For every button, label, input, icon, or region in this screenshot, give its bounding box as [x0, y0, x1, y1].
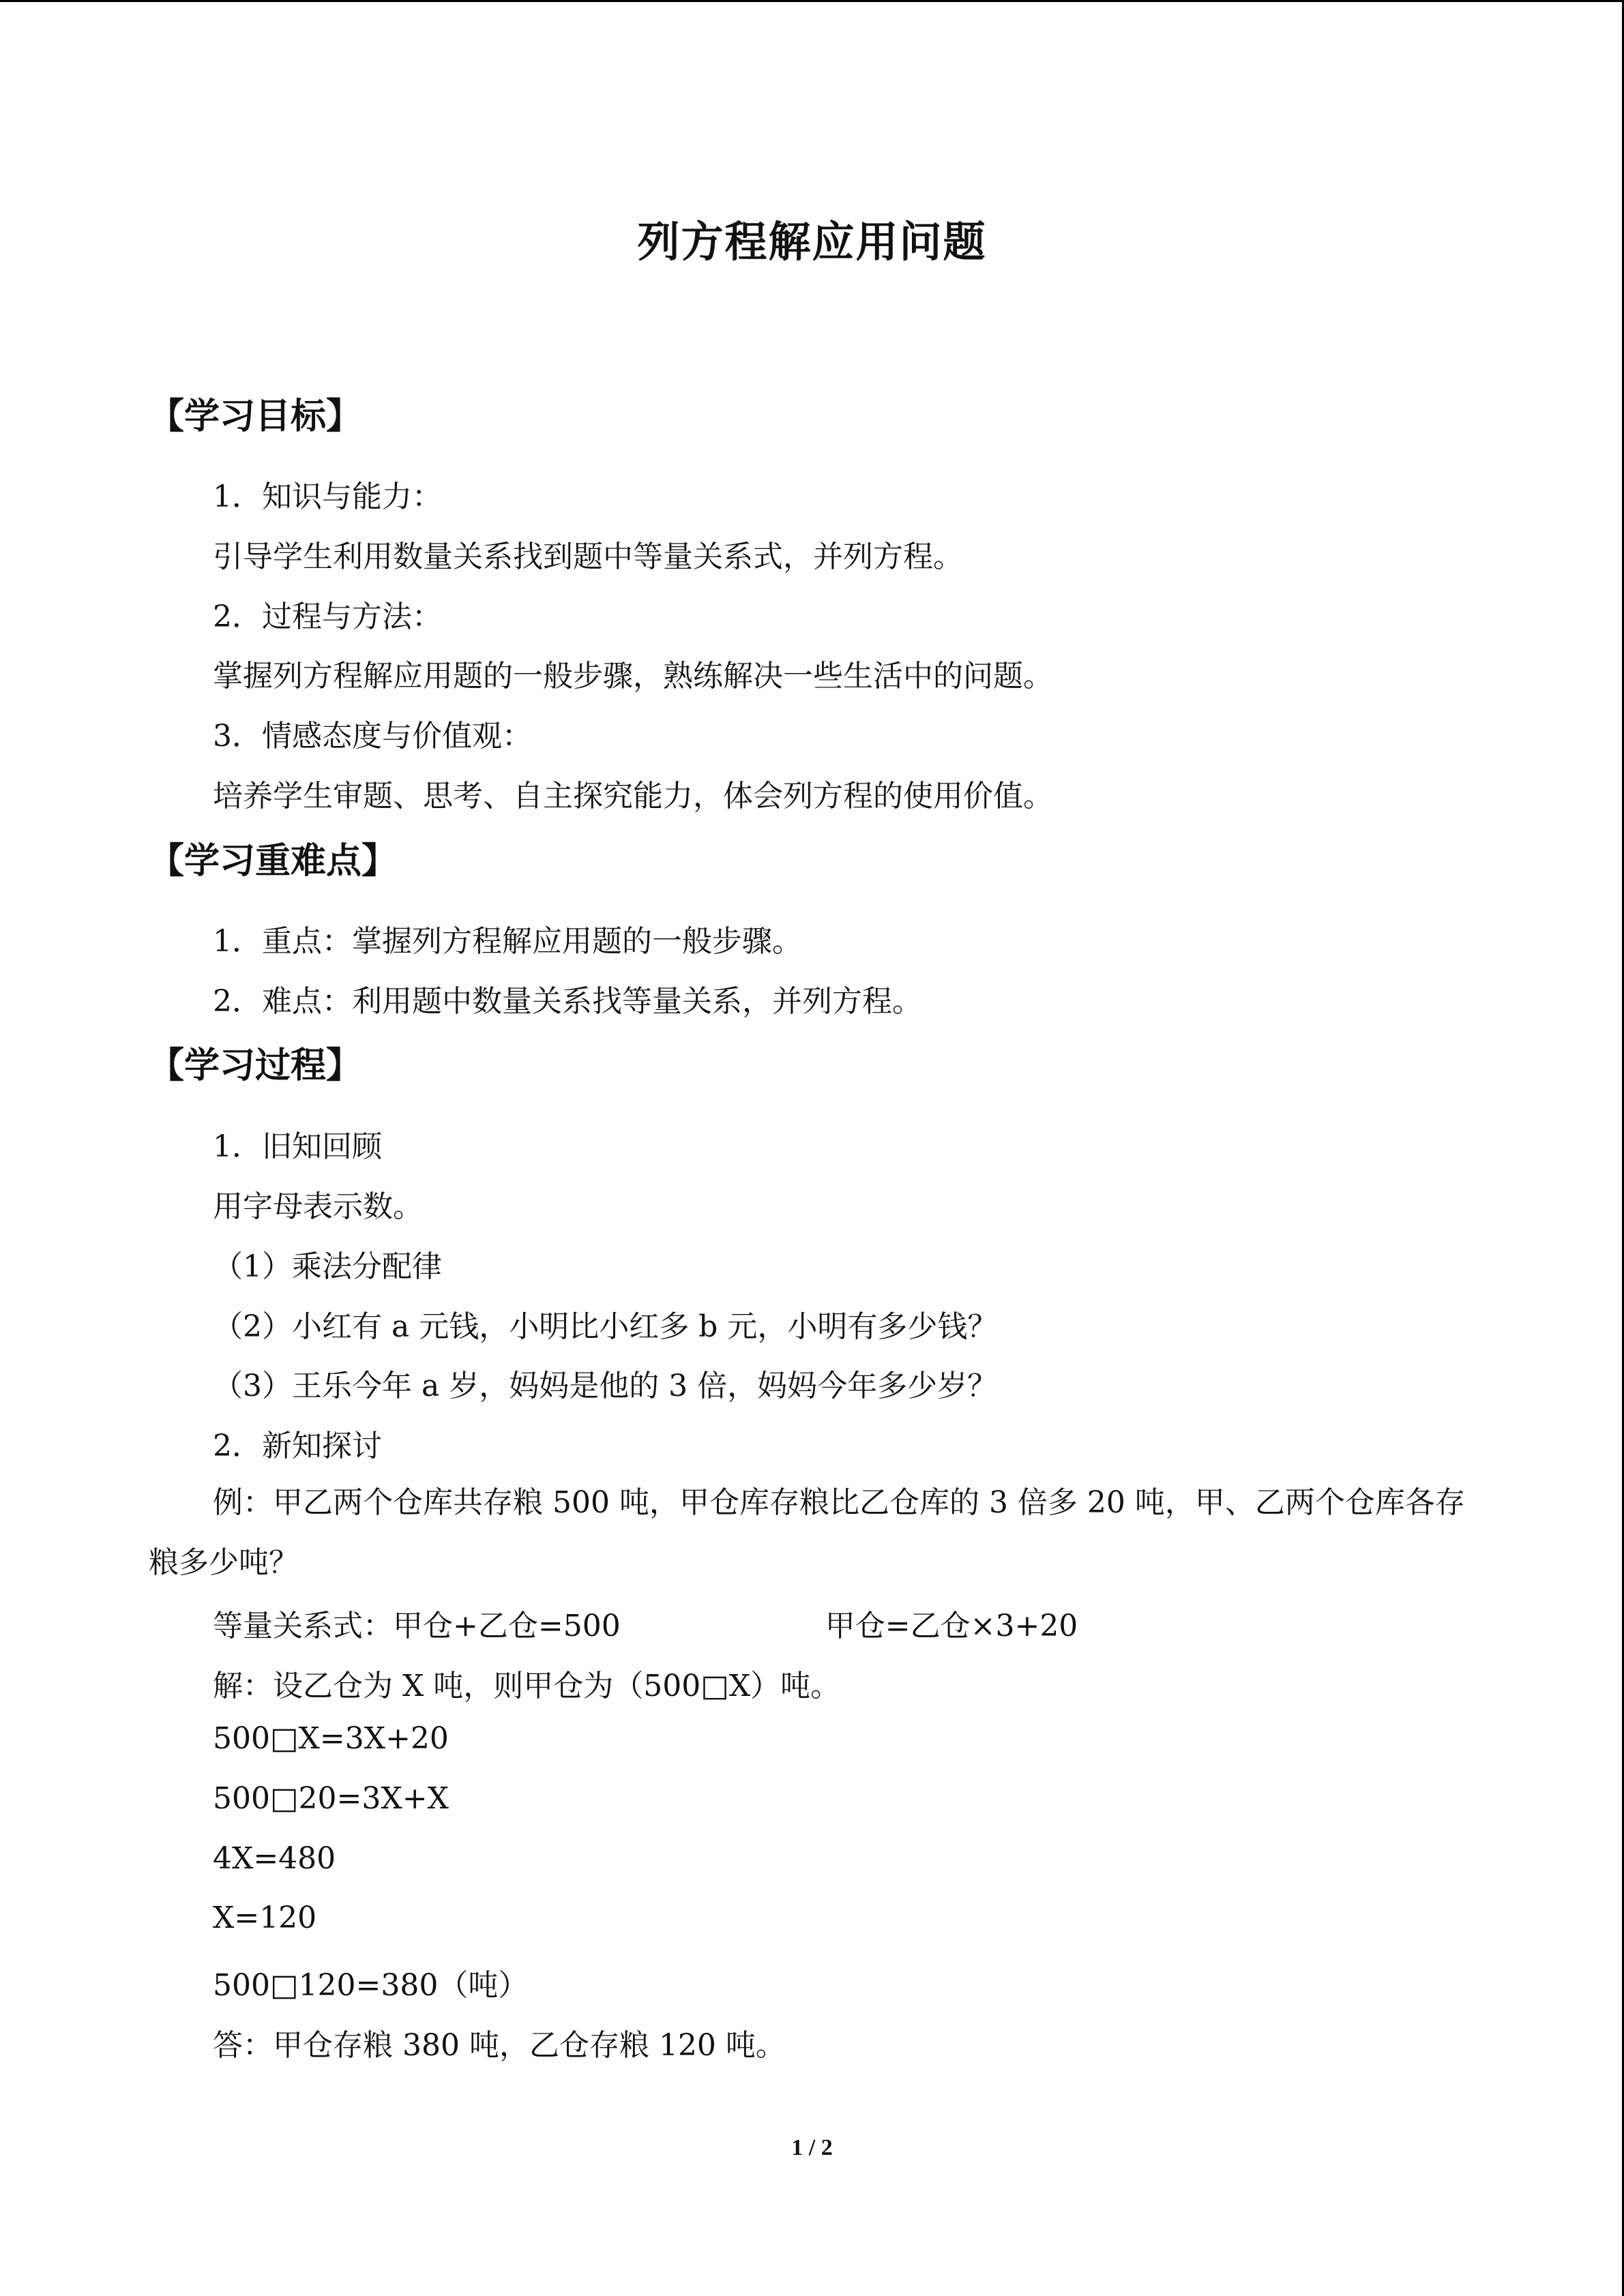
equation-relation-row: [213, 1601, 1078, 1645]
section-heading-process: 【学习过程】: [149, 1045, 362, 1086]
solution-line: 解：设乙仓为 X 吨，则甲仓为（500□X）吨。: [213, 1669, 841, 1703]
solution-line: 4X=480: [213, 1841, 336, 1876]
relation-sum: 等量关系式：甲仓+乙仓=500: [213, 1609, 621, 1643]
solution-line: 500□120=380（吨）: [213, 1968, 529, 2003]
example-problem: 例：甲乙两个仓库共存粮 500 吨，甲仓库存粮比乙仓库的 3 倍多 20 吨，甲、乙两个仓库各存粮多少吨？: [149, 1485, 1465, 1580]
section-heading-goals: 【学习目标】: [149, 396, 362, 437]
page-border-top: [0, 0, 1624, 2]
process-line: （1）乘法分配律: [213, 1249, 442, 1284]
process-line: （2）小红有 a 元钱，小明比小红多 b 元，小明有多少钱？: [213, 1309, 998, 1344]
key-points-line: 1．重点：掌握列方程解应用题的一般步骤。: [213, 924, 802, 959]
solution-line: 500□X=3X+20: [213, 1721, 449, 1756]
process-line: （3）王乐今年 a 岁，妈妈是他的 3 倍，妈妈今年多少岁？: [213, 1369, 998, 1403]
goals-line: 1．知识与能力：: [213, 479, 442, 514]
goals-line: 3．情感态度与价值观：: [213, 719, 532, 754]
page-number: 1 / 2: [791, 2135, 833, 2160]
goals-line: 掌握列方程解应用题的一般步骤，熟练解决一些生活中的问题。: [213, 659, 1053, 694]
solution-line: X=120: [213, 1900, 317, 1935]
process-line: 1．旧知回顾: [213, 1129, 382, 1164]
process-line: 2．新知探讨: [213, 1429, 382, 1463]
document-title: 列方程解应用问题: [637, 217, 987, 267]
goals-line: 培养学生审题、思考、自主探究能力，体会列方程的使用价值。: [213, 779, 1053, 814]
key-points-line: 2．难点：利用题中数量关系找等量关系，并列方程。: [213, 984, 922, 1019]
solution-line: 500□20=3X+X: [213, 1781, 449, 1816]
relation-multiple: 甲仓=乙仓×3+20: [825, 1609, 1078, 1643]
solution-answer: 答：甲仓存粮 380 吨，乙仓存粮 120 吨。: [213, 2028, 786, 2063]
goals-line: 2．过程与方法：: [213, 599, 442, 634]
process-line: 用字母表示数。: [213, 1189, 423, 1224]
section-heading-key-points: 【学习重难点】: [149, 841, 398, 882]
goals-line: 引导学生利用数量关系找到题中等量关系式，并列方程。: [213, 539, 963, 574]
